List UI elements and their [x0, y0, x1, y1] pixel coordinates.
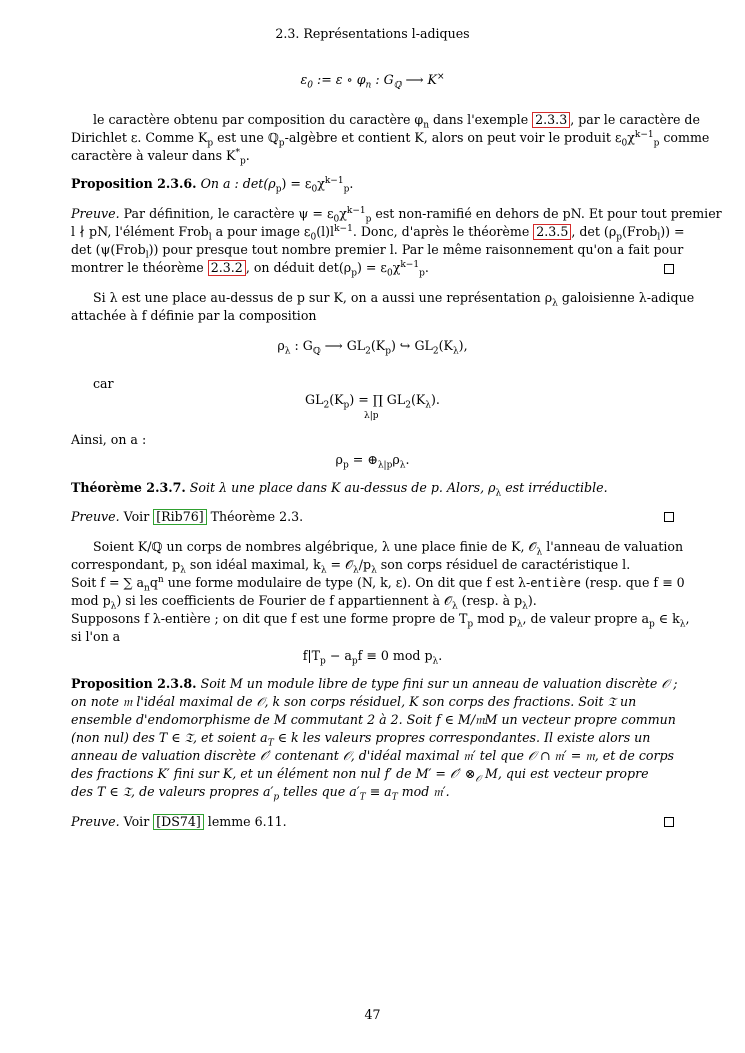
- qed-square: [664, 264, 674, 274]
- paragraph-3-line-4: mod $p_\lambda$) si les coefficients de Fourier de f appartiennent à 𝒪$_\lambda$ (resp. à $p_\lambda$).: [71, 593, 537, 612]
- paragraph-3-line-6: si l'on a: [71, 629, 121, 644]
- proof-2-3-6-line-3: det (ψ(Frob$_l$)) pour presque tout nombre premier l. Par le même raisonnement qu'on a fait pour: [71, 242, 684, 261]
- equation-eigenform: $f|T_p - a_pf \equiv 0$ mod $p_\lambda$.: [302, 648, 443, 667]
- proposition-2-3-6: Proposition 2.3.6. On a : $\det(\rho_p) = \varepsilon_0\chi^{k-1}_p$.: [71, 175, 354, 195]
- proposition-2-3-8-line-1: Proposition 2.3.8. Soit M un module libre de type fini sur un anneau de valuation discrète 𝒪 ;: [71, 676, 678, 691]
- cite-link-rib76[interactable]: [Rib76]: [153, 509, 206, 525]
- proof-label: Preuve.: [71, 206, 120, 221]
- paragraph-3-line-3: Soit f = ∑ $a_nq^n$ une forme modulaire de type (N, k, ε). On dit que f est λ-entière (resp. que f ≡ 0: [71, 574, 685, 594]
- proof-2-3-8: Preuve. Voir [DS74] lemme 6.11.: [71, 814, 287, 829]
- equation-rho-p-sum: $\rho_p$ = $\oplus_{\lambda|p}\rho_\lambda$.: [335, 452, 410, 471]
- proposition-2-3-8-line-3: ensemble d'endomorphisme de M commutant 2 à 2. Soit f ∈ M/𝔪M un vecteur propre commun: [71, 712, 676, 727]
- paragraph-1-line-3: caractère à valeur dans $K^*_p$.: [71, 147, 250, 167]
- proposition-label: Proposition 2.3.8.: [71, 676, 197, 691]
- proof-2-3-7: Preuve. Voir [Rib76] Théorème 2.3.: [71, 509, 304, 524]
- paragraph-3-line-2: correspondant, $p_\lambda$ son idéal maximal, $k_\lambda$ = $𝒪_\lambda/p_\lambda$ son corps résiduel de caractéristique l.: [71, 557, 631, 576]
- ref-link-2-3-5[interactable]: 2.3.5: [533, 224, 571, 240]
- proof-label: Preuve.: [71, 814, 120, 829]
- equation-epsilon0: $\varepsilon_0$ := ε ∘ $\varphi_n$ : $G_ℚ$ ⟶ K×: [300, 71, 445, 91]
- page-number: 47: [364, 1007, 381, 1022]
- proposition-2-3-8-line-2: on note 𝔪 l'idéal maximal de 𝒪, k son corps résiduel, K son corps des fractions. Soit 𝔗 un: [71, 694, 637, 709]
- paragraph-2-line-1: Si λ est une place au-dessus de p sur K, on a aussi une représentation $\rho_\lambda$ galoisienne λ-adique: [93, 290, 695, 309]
- qed-square: [664, 512, 674, 522]
- proposition-2-3-8-line-6: des fractions K′ fini sur K, et un élément non nul f′ de M′ = 𝒪′ $\otimes_𝒪$ M, qui est vecteur propre: [71, 766, 649, 785]
- proposition-2-3-8-line-7: des T ∈ 𝔗, de valeurs propres $a'_p$ telles que $a'_T \equiv a_T$ mod 𝔪′.: [71, 784, 450, 803]
- product-index: λ|p: [364, 411, 379, 421]
- proposition-label: Proposition 2.3.6.: [71, 176, 197, 191]
- running-header: 2.3. Représentations l-adiques: [275, 26, 470, 41]
- equation-rho-lambda: $\rho_\lambda$ : $G_ℚ$ ⟶ $GL_2(K_p)$ ↪ $GL_2(K_\lambda)$,: [277, 338, 468, 357]
- proof-label: Preuve.: [71, 509, 120, 524]
- equation-gl2-product: $GL_2(K_p)$ = ∏ $GL_2(K_\lambda)$.: [305, 392, 440, 411]
- paragraph-3-line-5: Supposons f λ-entière ; on dit que f est une forme propre de $T_p$ mod $p_\lambda$, de valeur propre $a_p$ ∈ $k_\lambda$,: [71, 611, 690, 630]
- qed-square: [664, 817, 674, 827]
- paragraph-1-line-1: le caractère obtenu par composition du caractère $\varphi_n$ dans l'exemple 2.3.3 , par le caractère de: [93, 112, 700, 131]
- proposition-2-3-8-line-5: anneau de valuation discrète 𝒪′ contenant 𝒪, d'idéal maximal 𝔪′ tel que 𝒪 ∩ 𝔪′ = 𝔪, et de corps: [71, 748, 675, 763]
- proof-2-3-6-line-2: l ∤ pN, l'élément Frob$_l$ a pour image $\varepsilon_0(l)l^{k-1}$. Donc, d'après le théorème 2.3.5 , $\det (\rho_p(Frob_l))$ =: [71, 223, 685, 243]
- theorem-2-3-7: Théorème 2.3.7. Soit λ une place dans K au-dessus de p. Alors, $\rho_\lambda$ est irréductible.: [71, 480, 608, 499]
- paragraph-2-line-2: attachée à f définie par la composition: [71, 308, 317, 323]
- theorem-label: Théorème 2.3.7.: [71, 480, 186, 495]
- proof-2-3-6-line-1: Preuve. Par définition, le caractère $\psi = \varepsilon_0\chi^{k-1}_p$ est non-ramifié en dehors de pN. Et pour tout premier: [71, 205, 722, 225]
- ainsi-text: Ainsi, on a :: [71, 432, 147, 447]
- ref-link-2-3-3[interactable]: 2.3.3: [532, 112, 570, 128]
- paragraph-1-line-2: Dirichlet ε. Comme $K_p$ est une ℚ$_p$-algèbre et contient K, alors on peut voir le produit $\varepsilon_0\chi^{k-1}_p$ comme: [71, 129, 710, 149]
- car-text: car: [93, 376, 114, 391]
- ref-link-2-3-2[interactable]: 2.3.2: [208, 260, 246, 276]
- proposition-2-3-8-line-4: (non nul) des T ∈ 𝔗, et soient $a_T$ ∈ k les valeurs propres correspondantes. Il existe alors un: [71, 730, 651, 749]
- paragraph-3-line-1: Soient K/ℚ un corps de nombres algébrique, λ une place finie de K, 𝒪$_\lambda$ l'anneau de valuation: [93, 539, 684, 558]
- proof-2-3-6-line-4: montrer le théorème 2.3.2 , on déduit $\det(\rho_p) = \varepsilon_0\chi^{k-1}_p$.: [71, 259, 429, 279]
- cite-link-ds74[interactable]: [DS74]: [153, 814, 204, 830]
